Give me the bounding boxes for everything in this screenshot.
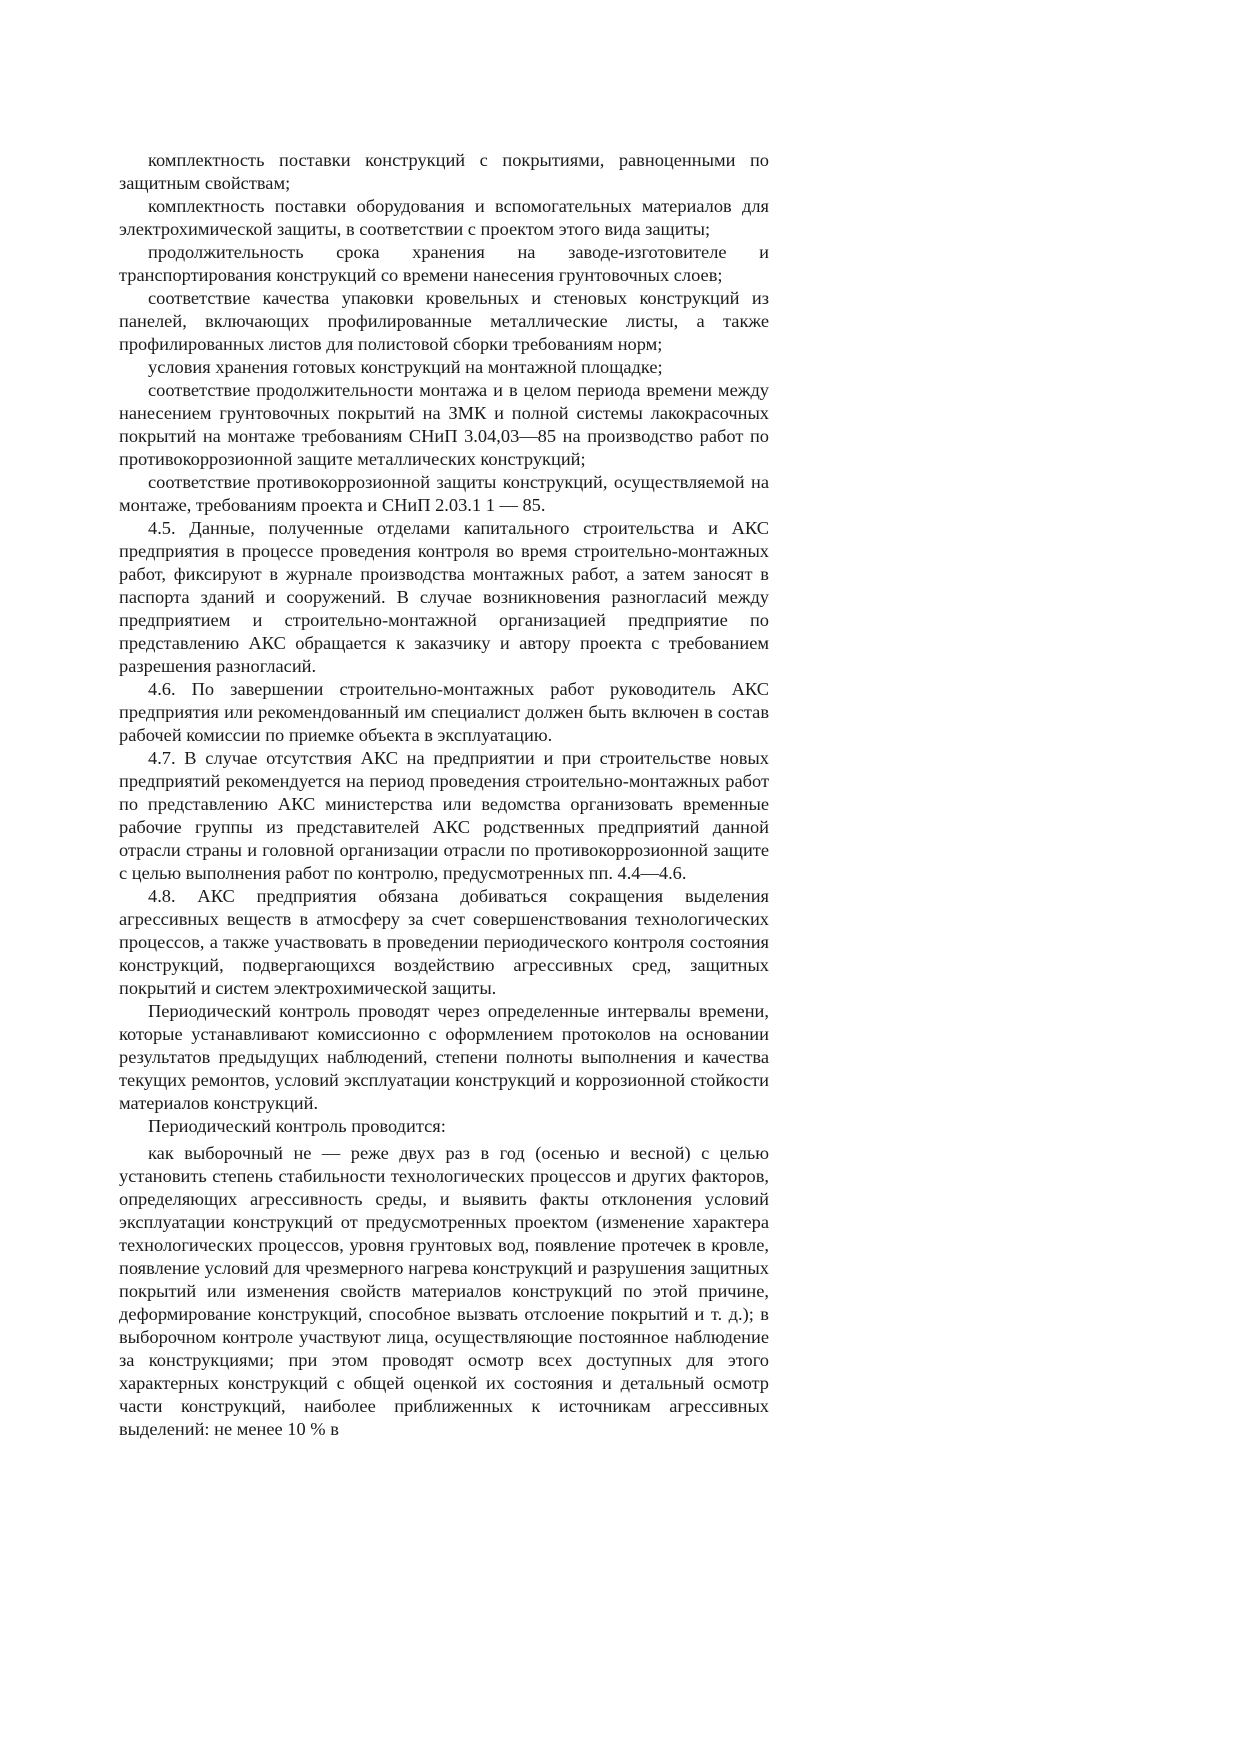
paragraph-storage-conditions: условия хранения готовых конструкций на монтажной площадке; bbox=[148, 357, 663, 377]
paragraph-equipment-completeness: комплектность поставки оборудования и вспомогательных материалов для электрохимической защиты, в соответствии с проектом этого вида защиты; bbox=[119, 196, 769, 239]
paragraph-periodic-control-intervals: Периодический контроль проводят через определенные интервалы времени, которые устанавливают комиссионно с оформлением протоколов на основании результатов предыдущих наблюдений, степени полноты выполнения и качества текущих ремонтов, условий эксплуатации конструкций и коррозионной стойкости материалов конструкций. bbox=[119, 1001, 769, 1113]
document-page bbox=[119, 149, 769, 1441]
paragraph-periodic-control-heading: Периодический контроль проводится: bbox=[148, 1116, 446, 1136]
paragraph-mounting-duration: соответствие продолжительности монтажа и в целом периода времени между нанесением грунтовочных покрытий на ЗМК и полной системы лакокрасочных покрытий на монтаже требованиям СНиП 3.04,03—85 на производство работ по противокоррозионной защите металлических конструкций; bbox=[119, 380, 769, 469]
paragraph-4-7: 4.7. В случае отсутствия АКС на предприятии и при строительстве новых предприятий рекомендуется на период проведения строительно-монтажных работ по представлению АКС министерства или ведомства организовать временные рабочие группы из представителей АКС родственных предприятий данной отрасли страны и головной организации отрасли по противокоррозионной защите с целью выполнения работ по контролю, предусмотренных пп. 4.4—4.6. bbox=[119, 748, 769, 883]
paragraph-anticorrosion-compliance: соответствие противокоррозионной защиты конструкций, осуществляемой на монтаже, требованиям проекта и СНиП 2.03.1 1 — 85. bbox=[119, 472, 769, 515]
paragraph-4-8: 4.8. АКС предприятия обязана добиваться сокращения выделения агрессивных веществ в атмосферу за счет совершенствования технологических процессов, а также участвовать в проведении периодического контроля состояния конструкций, подвергающихся воздействию агрессивных сред, защитных покрытий и систем электрохимической защиты. bbox=[119, 886, 769, 998]
paragraph-selective-control: как выборочный не — реже двух раз в год (осенью и весной) с целью установить степень стабильности технологических процессов и других факторов, определяющих агрессивность среды, и выявить факты отклонения условий эксплуатации конструкций от предусмотренных проектом (изменение характера технологических процессов, уровня грунтовых вод, появление протечек в кровле, появление условий для чрезмерного нагрева конструкций и разрушения защитных покрытий или изменения свойств материалов конструкций по этой причине, деформирование конструкций, способное вызвать отслоение покрытий и т. д.); в выборочном контроле участвуют лица, осуществляющие постоянное наблюдение за конструкциями; при этом проводят осмотр всех доступных для этого характерных конструкций с общей оценкой их состояния и детальный осмотр части конструкций, наиболее приближенных к источникам агрессивных выделений: не менее 10 % в bbox=[119, 1143, 769, 1439]
paragraph-packaging-completeness-coatings: комплектность поставки конструкций с покрытиями, равноценными по защитным свойствам; bbox=[119, 150, 769, 193]
paragraph-storage-duration: продолжительность срока хранения на заводе-изготовителе и транспортирования конструкций со времени нанесения грунтовочных слоев; bbox=[119, 242, 769, 285]
paragraph-4-6: 4.6. По завершении строительно-монтажных работ руководитель АКС предприятия или рекомендованный им специалист должен быть включен в состав рабочей комиссии по приемке объекта в эксплуатацию. bbox=[119, 679, 769, 745]
paragraph-4-5: 4.5. Данные, полученные отделами капитального строительства и АКС предприятия в процессе проведения контроля во время строительно-монтажных работ, фиксируют в журнале производства монтажных работ, а затем заносят в паспорта зданий и сооружений. В случае возникновения разногласий между предприятием и строительно-монтажной организацией предприятие по представлению АКС обращается к заказчику и автору проекта с требованием разрешения разногласий. bbox=[119, 518, 769, 676]
paragraph-packaging-quality: соответствие качества упаковки кровельных и стеновых конструкций из панелей, включающих профилированные металлические листы, а также профилированных листов для полистовой сборки требованиям норм; bbox=[119, 288, 769, 354]
